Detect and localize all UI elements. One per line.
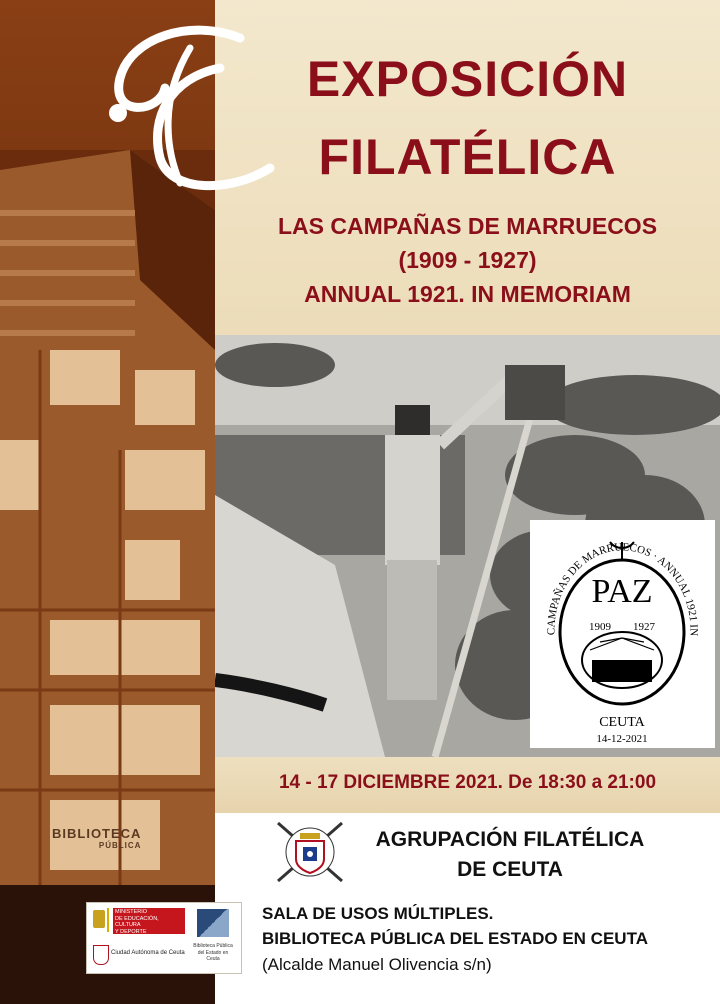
building-sign-line2: PÚBLICA	[98, 841, 142, 850]
library-line1: Biblioteca Pública	[193, 943, 233, 949]
subtitle-line3: ANNUAL 1921. IN MEMORIAM	[304, 281, 631, 307]
postmark-arc-text: CAMPAÑAS DE MARRUECOS · ANNUAL 1921 IN	[545, 541, 700, 637]
building-sign	[52, 826, 141, 850]
postmark-year-start: 1909	[589, 621, 611, 633]
city-council-logo	[93, 945, 183, 967]
library-line2: del Estado en Ceuta	[197, 950, 229, 962]
venue-line3: (Alcalde Manuel Olivencia s/n)	[262, 955, 492, 974]
commemorative-postmark	[530, 520, 715, 748]
event-date: 14 - 17 DICIEMBRE 2021. De 18:30 a 21:00	[278, 772, 657, 793]
postmark-city: CEUTA	[599, 715, 645, 730]
library-logo	[191, 909, 235, 965]
title-line1: EXPOSICIÓN	[306, 51, 629, 107]
ministry-logo	[93, 908, 185, 938]
sponsor-logos	[86, 902, 242, 974]
city-crest-icon	[93, 945, 109, 965]
postmark-year-end: 1927	[633, 621, 655, 633]
organizer-line1: AGRUPACIÓN FILATÉLICA	[375, 828, 645, 851]
venue-line2: BIBLIOTECA PÚBLICA DEL ESTADO EN CEUTA	[262, 929, 648, 948]
venue-line1: SALA DE USOS MÚLTIPLES.	[262, 904, 494, 923]
ministry-line3: Y DEPORTE	[115, 928, 147, 935]
subtitle-line2: (1909 - 1927)	[398, 247, 537, 273]
ministry-line2: DE EDUCACIÓN, CULTURA	[115, 915, 159, 928]
building-sign-line1: BIBLIOTECA	[52, 826, 142, 841]
city-council-name: Ciudad Autónoma de Ceuta	[111, 950, 185, 956]
organizer-line2: DE CEUTA	[457, 858, 563, 881]
postmark-date: 14-12-2021	[596, 733, 648, 745]
library-building-icon	[197, 909, 229, 937]
ministry-line1: MINISTERIO	[115, 909, 148, 915]
title-line2: FILATÉLICA	[318, 129, 617, 185]
subtitle-line1: LAS CAMPAÑAS DE MARRUECOS	[277, 213, 658, 239]
library-building-image	[0, 150, 215, 910]
postmark-center-text: PAZ	[591, 573, 653, 610]
spain-crest-icon	[93, 910, 105, 928]
ministry-flag-bar	[107, 908, 109, 932]
